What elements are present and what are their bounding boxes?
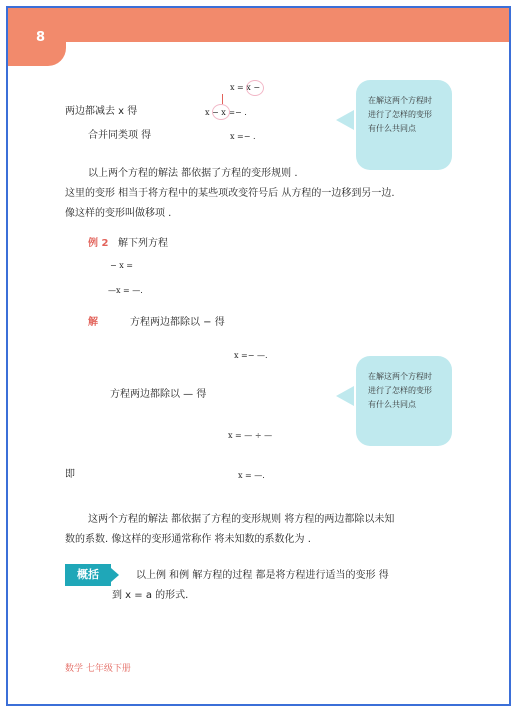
solution-equation-3: x = —.	[238, 471, 265, 480]
solution-step-1: 方程两边都除以 − 得	[130, 317, 225, 328]
summary-line-2: 到 x = a 的形式.	[112, 590, 189, 601]
page-number: 8	[36, 30, 46, 45]
highlight-circle	[246, 80, 264, 96]
summary-tag: 概括	[65, 564, 111, 586]
solution-equation-2: x = — ÷ —	[228, 431, 273, 440]
para-2-line-2: 数的系数. 像这样的变形通常称作 将未知数的系数化为 .	[65, 534, 311, 545]
para-1-line-3: 像这样的变形叫做移项 .	[65, 208, 172, 219]
para-1-line-2: 这里的变形 相当于将方程中的某些项改变符号后 从方程的一边移到另一边.	[65, 188, 395, 199]
example-equation-b: —x = —.	[108, 286, 143, 295]
para-2-line-1: 这两个方程的解法 都依据了方程的变形规则 将方程的两边都除以未知	[88, 514, 395, 525]
example-title: 例 2	[88, 238, 109, 249]
para-1-line-1: 以上两个方程的解法 都依据了方程的变形规则 .	[88, 168, 298, 179]
equation-step-1: x = x −	[230, 83, 261, 92]
solution-ji: 即	[65, 469, 75, 480]
bubble-tail-1	[336, 110, 354, 130]
footer-book-title: 数学 七年级下册	[65, 664, 131, 674]
step-label-combine: 合并同类项 得	[88, 130, 152, 141]
solution-equation-1: x =− —.	[234, 351, 268, 360]
solution-step-2: 方程两边都除以 — 得	[110, 389, 207, 400]
equation-step-3: x =− .	[230, 132, 256, 141]
summary-tag-arrow	[111, 568, 119, 582]
header-band	[8, 8, 509, 42]
bubble-2-text: 在解这两个方程时 进行了怎样的变形 有什么共同点	[368, 372, 432, 409]
equation-step-2: x − x =− .	[205, 108, 247, 117]
example-instruction: 解下列方程	[118, 238, 168, 249]
bubble-1-text: 在解这两个方程时 进行了怎样的变形 有什么共同点	[368, 96, 432, 133]
arrow-mark	[222, 94, 223, 104]
solution-label: 解	[88, 317, 98, 328]
example-equation-a: − x =	[110, 261, 134, 270]
highlight-circle-2	[212, 104, 230, 120]
summary-line-1: 以上例 和例 解方程的过程 都是将方程进行适当的变形 得	[136, 570, 389, 581]
bubble-tail-2	[336, 386, 354, 406]
step-label-subtract: 两边都减去 x 得	[65, 106, 138, 117]
